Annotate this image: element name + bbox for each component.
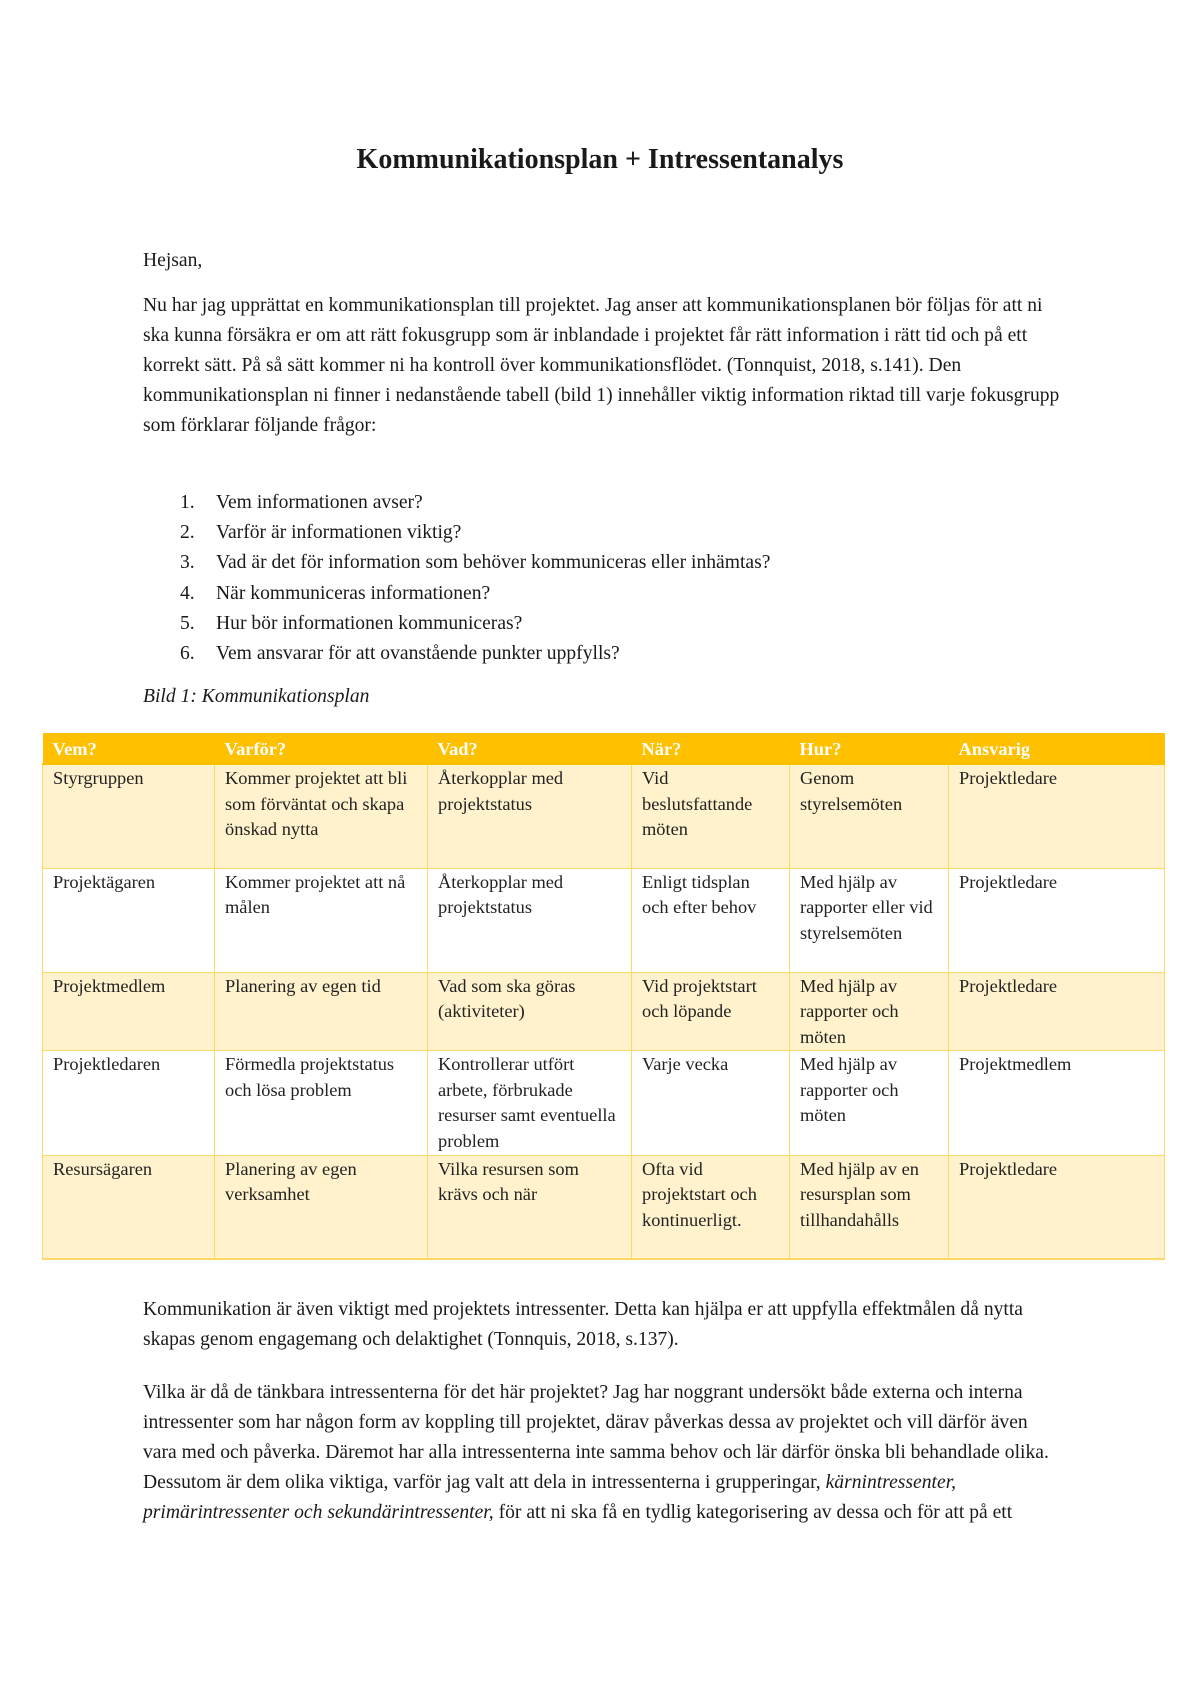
list-item-number: 4. <box>180 582 195 604</box>
communication-plan-table <box>42 733 1165 1260</box>
paragraph-emphasis: kärnintressenter, primärintressenter och sekundärintressenter, <box>143 1472 957 1523</box>
list-item <box>143 639 1063 669</box>
stakeholder-paragraph-1: Kommunikation är även viktigt med projektets intressenter. Detta kan hjälpa er att uppfylla effektmålen då nytta skapas genom engagemang och delaktighet (Tonnquis, 2018, s.137). <box>143 1299 1023 1350</box>
table-cell: Projektledaren <box>43 1051 215 1155</box>
list-item <box>143 609 1063 639</box>
table-cell: Med hjälp av rapporter och möten <box>790 1051 949 1155</box>
table-cell: Projektledare <box>949 972 1165 1051</box>
table-cell: Vilka resursen som krävs och när <box>428 1155 632 1259</box>
table-cell: Återkopplar med projektstatus <box>428 764 632 868</box>
page-title: Kommunikationsplan + Intressentanalys <box>356 144 844 175</box>
greeting-text: Hejsan, <box>143 250 203 271</box>
list-item <box>143 518 1063 548</box>
list-item-number: 3. <box>180 552 195 574</box>
table-row <box>43 972 1165 1051</box>
table-cell: Ofta vid projektstart och kontinuerligt. <box>632 1155 790 1259</box>
table-cell: Kontrollerar utfört arbete, förbrukade resurser samt eventuella problem <box>428 1051 632 1155</box>
table-caption: Bild 1: Kommunikationsplan <box>143 686 370 707</box>
table-row <box>43 1155 1165 1259</box>
list-item-text: Vem ansvarar för att ovanstående punkter uppfylls? <box>216 643 620 665</box>
list-item-text: Hur bör informationen kommuniceras? <box>216 612 523 634</box>
list-item <box>143 488 1063 518</box>
table-cell: Återkopplar med projektstatus <box>428 868 632 972</box>
intro-paragraph: Nu har jag upprättat en kommunikationsplan till projektet. Jag anser att kommunikationsplanen bör följas för att ni ska kunna försäkra er om att rätt fokusgrupp som är inblandade i projektet får rätt information i rätt tid och på ett korrekt sätt. På så sätt kommer ni ha kontroll över kommunikationsflödet. (Tonnquist, 2018, s.141). Den kommunikationsplan ni finner i nedanstående tabell (bild 1) innehåller viktig information riktad till varje fokusgrupp som förklarar följande frågor: <box>143 295 1060 436</box>
header-hur: Hur? <box>790 734 949 764</box>
table-cell: Projektledare <box>949 1155 1165 1259</box>
list-item-text: Vad är det för information som behöver kommuniceras eller inhämtas? <box>216 552 771 574</box>
header-nar: När? <box>632 734 790 764</box>
list-item <box>143 579 1063 609</box>
table-cell: Projektledare <box>949 764 1165 868</box>
table-row <box>43 764 1165 868</box>
paragraph-text: för att ni ska få en tydlig kategorisering av dessa och för att på ett <box>493 1502 1013 1523</box>
table-cell: Vid projektstart och löpande <box>632 972 790 1051</box>
list-item-text: Vem informationen avser? <box>216 492 423 513</box>
list-item-number: 5. <box>180 612 195 634</box>
header-varfor: Varför? <box>215 734 428 764</box>
table-row <box>43 1051 1165 1155</box>
list-item <box>143 548 1063 578</box>
header-vad: Vad? <box>428 734 632 764</box>
table-cell: Projektmedlem <box>949 1051 1165 1155</box>
table-cell: Förmedla projektstatus och lösa problem <box>215 1051 428 1155</box>
table-cell: Resursägaren <box>43 1155 215 1259</box>
table-cell: Projektmedlem <box>43 972 215 1051</box>
list-item-text: Varför är informationen viktig? <box>216 522 462 544</box>
paragraph-text: Vilka är då de tänkbara intressenterna för det här projektet? Jag har noggrant undersökt både externa och interna intressenter som har någon form av koppling till projektet, därav påverkas dessa av projektet och vill därför även vara med och påverka. Däremot har alla intressenterna inte samma behov och lär därför önska bli behandlade olika. Dessutom är dem olika viktiga, varför jag valt att dela in intressenterna i grupperingar, <box>143 1382 1049 1493</box>
table-cell: Kommer projektet att nå målen <box>215 868 428 972</box>
table-cell: Vad som ska göras (aktiviteter) <box>428 972 632 1051</box>
table-header-row <box>43 734 1165 764</box>
list-item-number: 2. <box>180 522 195 544</box>
list-item-number: 1. <box>180 492 195 513</box>
table-cell: Kommer projektet att bli som förväntat och skapa önskad nytta <box>215 764 428 868</box>
list-item-number: 6. <box>180 643 195 665</box>
stakeholder-paragraph-2 <box>143 1378 1063 1528</box>
table-cell: Vid beslutsfattande möten <box>632 764 790 868</box>
table-cell: Med hjälp av en resursplan som tillhandahålls <box>790 1155 949 1259</box>
header-vem: Vem? <box>43 734 215 764</box>
table-cell: Styrgruppen <box>43 764 215 868</box>
table-cell: Enligt tidsplan och efter behov <box>632 868 790 972</box>
header-ansvarig: Ansvarig <box>949 734 1165 764</box>
question-list <box>143 488 1063 669</box>
table-cell: Planering av egen verksamhet <box>215 1155 428 1259</box>
table-cell: Projektägaren <box>43 868 215 972</box>
list-item-text: När kommuniceras informationen? <box>216 582 491 604</box>
table-cell: Med hjälp av rapporter eller vid styrelsemöten <box>790 868 949 972</box>
table-row <box>43 868 1165 972</box>
table-cell: Genom styrelsemöten <box>790 764 949 868</box>
table-cell: Projektledare <box>949 868 1165 972</box>
table-cell: Planering av egen tid <box>215 972 428 1051</box>
table-cell: Varje vecka <box>632 1051 790 1155</box>
table-cell: Med hjälp av rapporter och möten <box>790 972 949 1051</box>
